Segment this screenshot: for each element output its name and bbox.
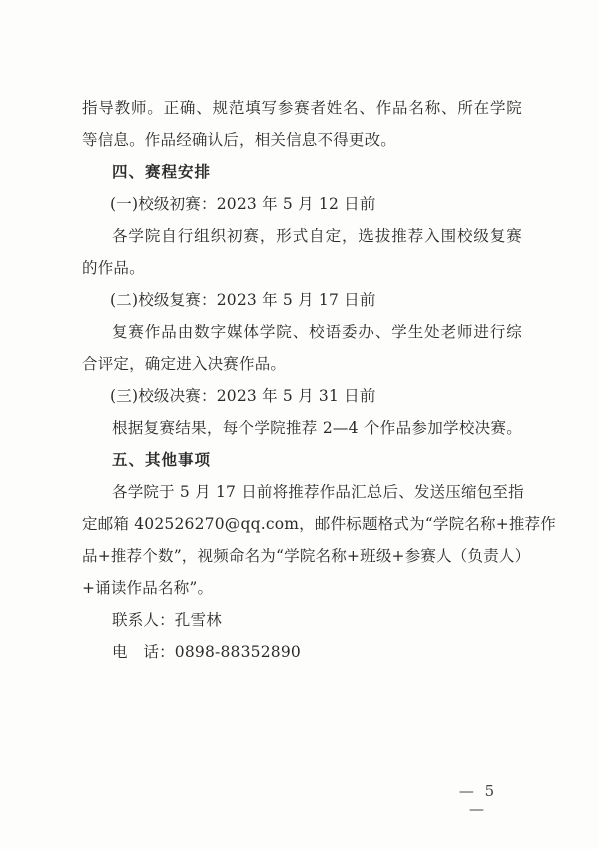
paragraph-line: 指导教师。正确、规范填写参赛者姓名、作品名称、所在学院 — [82, 99, 522, 117]
section-heading-schedule: 四、赛程安排 — [112, 163, 212, 181]
paragraph-line: 等信息。作品经确认后，相关信息不得更改。 — [82, 131, 397, 149]
subheading-semifinal: (二)校级复赛：2023 年 5 月 17 日前 — [110, 291, 376, 309]
section-heading-other-matters: 五、其他事项 — [112, 451, 212, 469]
contact-phone: 电 话：0898-88352890 — [112, 643, 301, 661]
page-number: — 5 — — [458, 782, 498, 818]
subheading-final: (三)校级决赛：2023 年 5 月 31 日前 — [110, 387, 376, 405]
paragraph-line: 定邮箱 402526270@qq.com，邮件标题格式为“学院名称+推荐作 — [82, 515, 556, 533]
paragraph-line: 各学院于 5 月 17 日前将推荐作品汇总后、发送压缩包至指 — [112, 483, 524, 501]
paragraph-line: 品+推荐个数”，视频命名为“学院名称+班级+参赛人（负责人） — [82, 547, 531, 565]
paragraph-line: 复赛作品由数字媒体学院、校语委办、学生处老师进行综 — [112, 323, 522, 341]
subheading-preliminary: (一)校级初赛：2023 年 5 月 12 日前 — [110, 195, 376, 213]
paragraph-line: 各学院自行组织初赛，形式自定，选拔推荐入围校级复赛 — [112, 227, 522, 245]
paragraph-line: 合评定，确定进入决赛作品。 — [82, 355, 287, 373]
paragraph-line: +诵读作品名称”。 — [82, 579, 214, 597]
paragraph-line: 的作品。 — [82, 259, 145, 277]
paragraph-line: 根据复赛结果，每个学院推荐 2—4 个作品参加学校决赛。 — [112, 419, 522, 437]
contact-person: 联系人：孔雪林 — [112, 611, 222, 629]
